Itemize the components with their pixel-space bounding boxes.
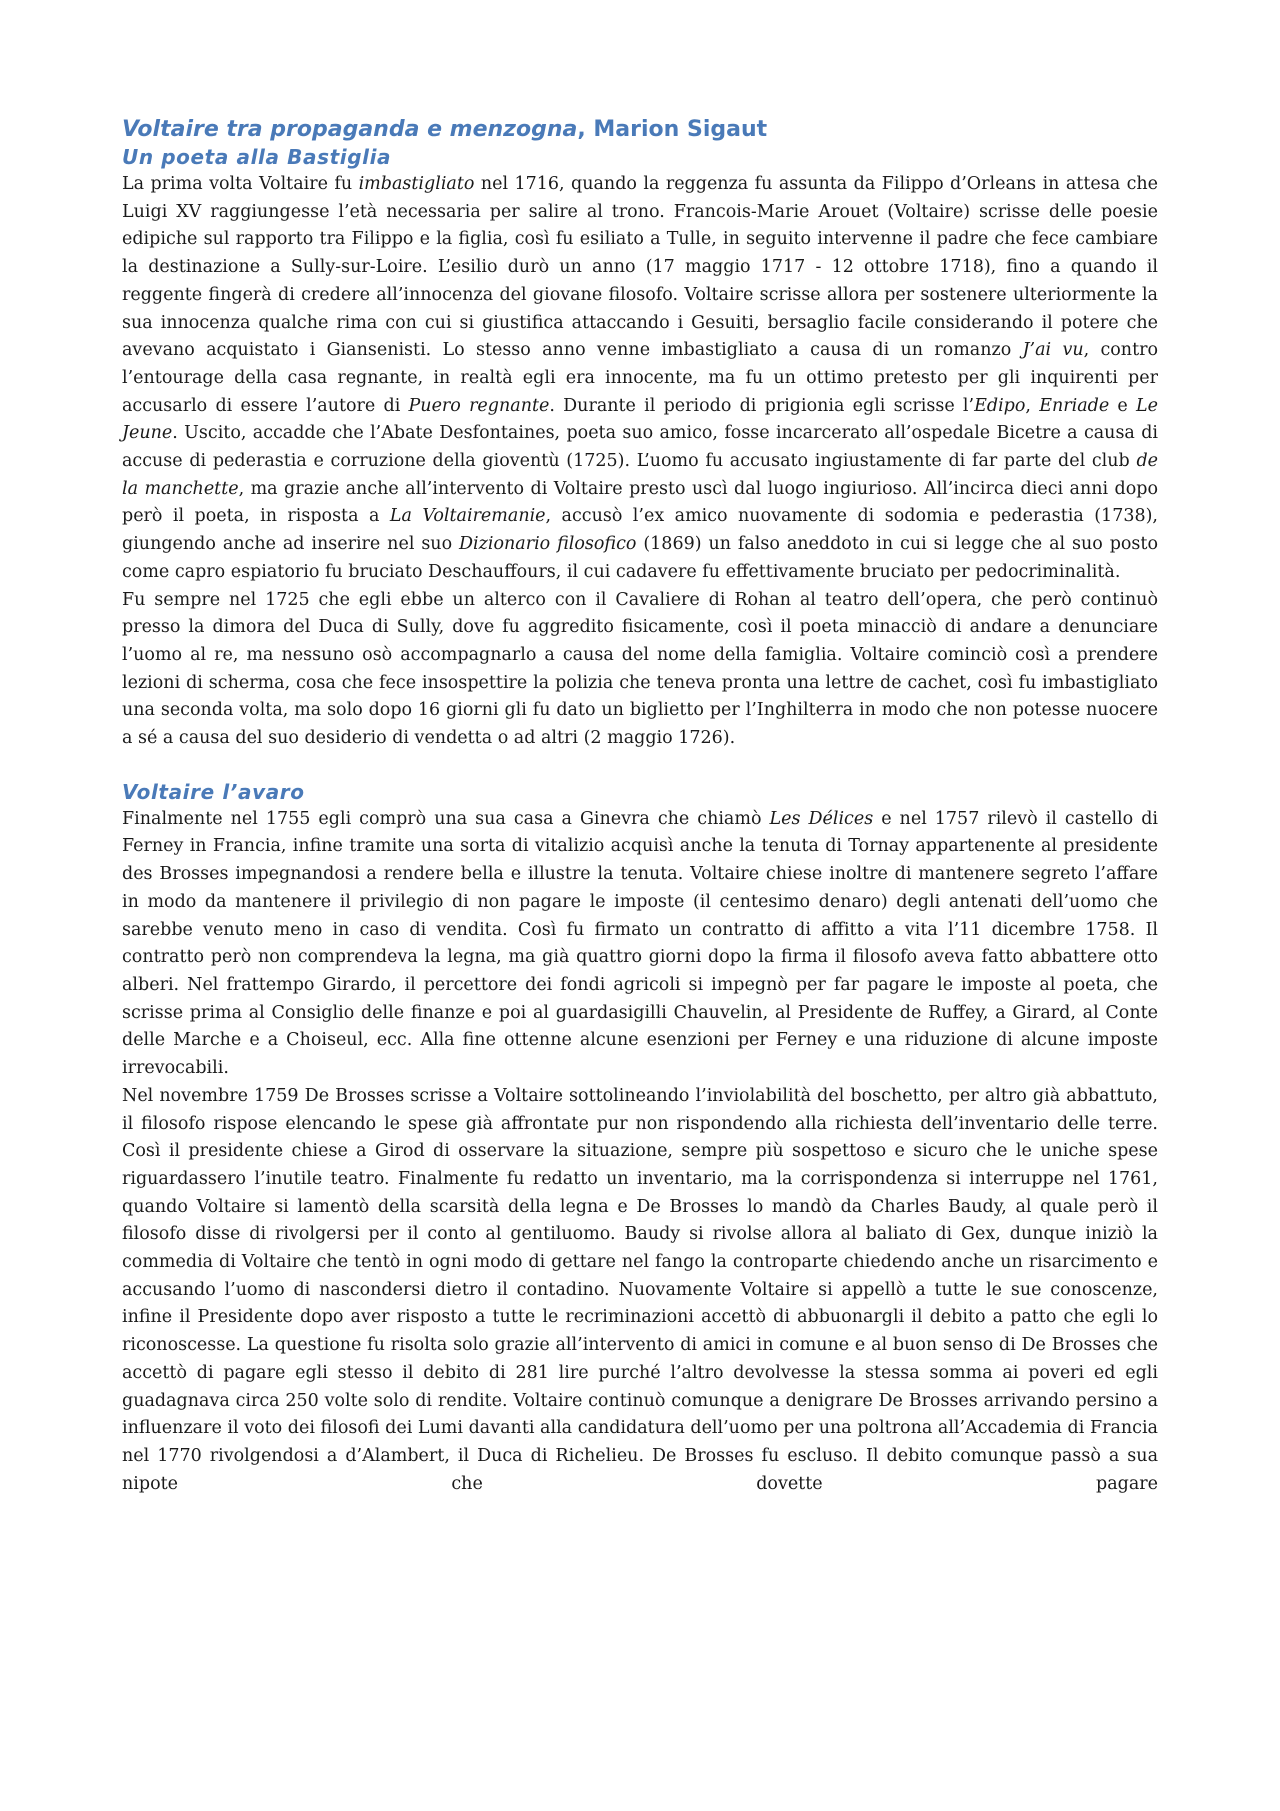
- text-run: Finalmente nel 1755 egli comprò una sua casa a Ginevra che chiamò: [122, 808, 770, 829]
- italic-term: La Voltairemanie: [389, 506, 546, 527]
- section-body: [122, 806, 1158, 1499]
- paragraph: Fu sempre nel 1725 che egli ebbe un alterco con il Cavaliere di Rohan al teatro dell’opera, che però continuò presso la dimora del Duca di Sully, dove fu aggredito fisicamente, così il poeta minacciò di andare a denunciare l’uomo al re, ma nessuno osò accompagnarlo a causa del nome della famiglia. Voltaire cominciò così a prendere lezioni di scherma, cosa che fece insospettire la polizia che teneva pronta una lettre de cachet, così fu imbastigliato una seconda volta, ma solo dopo 16 giorni gli fu dato un biglietto per l’Inghilterra in modo che non potesse nuocere a sé a causa del suo desiderio di vendetta o ad altri (2 maggio 1726).: [122, 589, 1158, 749]
- text-run: La prima volta Voltaire fu: [122, 174, 359, 194]
- title-separator: ,: [577, 117, 594, 142]
- italic-term: de la manchette: [122, 451, 1158, 499]
- text-run: . Uscito, accadde che l’Abate Desfontaines, poeta suo amico, fosse incarcerato all’ospedale Bicetre a causa di accuse di pederastia e corruzione della gioventù (1725). L’uomo fu accusato ingiustamente di far parte del club: [122, 423, 1158, 472]
- text-run: ,: [1025, 395, 1040, 416]
- document-title: [122, 116, 1158, 144]
- section-body: [122, 171, 1158, 753]
- italic-term: Enriade: [1039, 395, 1110, 416]
- text-run: , ma grazie anche all’intervento di Voltaire presto uscì dal luogo ingiurioso. All’incirca dieci anni dopo però il poeta, in risposta a: [122, 478, 1158, 527]
- italic-term: imbastigliato: [358, 174, 475, 194]
- italic-term: Edipo: [974, 395, 1026, 416]
- italic-term: Le Jeune: [122, 395, 1159, 444]
- section-bastiglia: [122, 144, 1158, 753]
- italic-term: Dizionario filosofico: [459, 534, 637, 555]
- italic-term: Les Délices: [769, 808, 874, 829]
- text-run: e nel 1757 rilevò il castello di Ferney in Francia, infine tramite una sorta di vitalizio acquisì anche la tenuta di Tornay appartenente al presidente des Brosses impegnandosi a rendere bella e illustre la tenuta. Voltaire chiese inoltre di mantenere segreto l’affare in modo da mantenere il privilegio di non pagare le imposte (il centesimo denaro) degli antenati dell’uomo che sarebbe venuto meno in caso di vendita. Così fu firmato un contratto di affitto a vita l’11 dicembre 1758. Il contratto però non comprendeva la legna, ma già quattro giorni dopo la firma il filosofo aveva fatto abbattere otto alberi. Nel frattempo Girardo, il percettore dei fondi agricoli si impegnò per far pagare le imposte al poeta, che scrisse prima al Consiglio delle finanze e poi al guardasigilli Chauvelin, al Presidente de Ruffey, a Girard, al Conte delle Marche e a Choiseul, ecc. Alla fine ottenne alcune esenzioni per Ferney e una riduzione di alcune imposte irrevocabili.: [122, 808, 1158, 1079]
- title-work: Voltaire tra propaganda e menzogna: [122, 117, 578, 142]
- section-heading: Voltaire l’avaro: [122, 779, 305, 804]
- text-run: (1869) un falso aneddoto in cui si legge che al suo posto come capro espiatorio fu bruciato Deschauffours, il cui cadavere fu effettivamente bruciato per pedocriminalità.: [122, 534, 1158, 582]
- section-heading: Un poeta alla Bastiglia: [122, 145, 392, 169]
- text-run: , accusò l’ex amico nuovamente di sodomia e pederastia (1738), giungendo anche ad inserire nel suo: [122, 506, 1158, 555]
- title-author: Marion Sigaut: [593, 117, 768, 142]
- text-run: e: [1109, 395, 1137, 416]
- section-avaro: [122, 779, 1158, 1499]
- italic-term: J’ai vu: [1022, 340, 1084, 361]
- paragraph: [122, 171, 1158, 587]
- paragraph: [122, 806, 1158, 1083]
- text-run: nel 1716, quando la reggenza fu assunta da Filippo d’Orleans in attesa che Luigi XV raggiungesse l’età necessaria per salire al trono. Francois-Marie Arouet (Voltaire) scrisse delle poesie edipiche sul rapporto tra Filippo e la figlia, così fu esiliato a Tulle, in seguito intervenne il padre che fece cambiare la destinazione a Sully-sur-Loire. L’esilio durò un anno (17 maggio 1717 - 12 ottobre 1718), fino a quando il reggente fingerà di credere all’innocenza del giovane filosofo. Voltaire scrisse allora per sostenere ulteriormente la sua innocenza qualche rima con cui si giustifica attaccando i Gesuiti, bersaglio facile considerando il potere che avevano acquistato i Giansenisti. Lo stesso anno venne imbastigliato a causa di un romanzo: [122, 174, 1158, 361]
- italic-term: Puero regnante: [408, 395, 550, 416]
- text-run: . Durante il periodo di prigionia egli scrisse l’: [549, 395, 975, 416]
- text-run: , contro l’entourage della casa regnante, in realtà egli era innocente, ma fu un ottimo pretesto per gli inquirenti per accusarlo di essere l’autore di: [122, 340, 1158, 416]
- paragraph: Nel novembre 1759 De Brosses scrisse a Voltaire sottolineando l’inviolabilità del boschetto, per altro già abbattuto, il filosofo rispose elencando le spese già affrontate pur non rispondendo alla richiesta dell’inventario delle terre. Così il presidente chiese a Girod di osservare la situazione, sempre più sospettoso e sicuro che le uniche spese riguardassero l’inutile teatro. Finalmente fu redatto un inventario, ma la corrispondenza si interruppe nel 1761, quando Voltaire si lamentò della scarsità della legna e De Brosses lo mandò da Charles Baudy, al quale però il filosofo disse di rivolgersi per il conto al gentiluomo. Baudy si rivolse allora al baliato di Gex, dunque iniziò la commedia di Voltaire che tentò in ogni modo di gettare nel fango la controparte chiedendo anche un risarcimento e accusando l’uomo di nascondersi dietro il contadino. Nuovamente Voltaire si appellò a tutte le sue conoscenze, infine il Presidente dopo aver risposto a tutte le recriminazioni accettò di abbuonargli il debito a patto che egli lo riconoscesse. La questione fu risolta solo grazie all’intervento di amici in comune e al buon senso di De Brosses che accettò di pagare egli stesso il debito di 281 lire purché l’altro devolvesse la stessa somma ai poveri ed egli guadagnava circa 250 volte solo di rendite. Voltaire continuò comunque a denigrare De Brosses arrivando persino a influenzare il voto dei filosofi dei Lumi davanti alla candidatura dell’uomo per una poltrona all’Accademia di Francia nel 1770 rivolgendosi a d’Alambert, il Duca di Richelieu. De Brosses fu escluso. Il debito comunque passò a sua nipote che dovette pagare: [122, 1085, 1158, 1494]
